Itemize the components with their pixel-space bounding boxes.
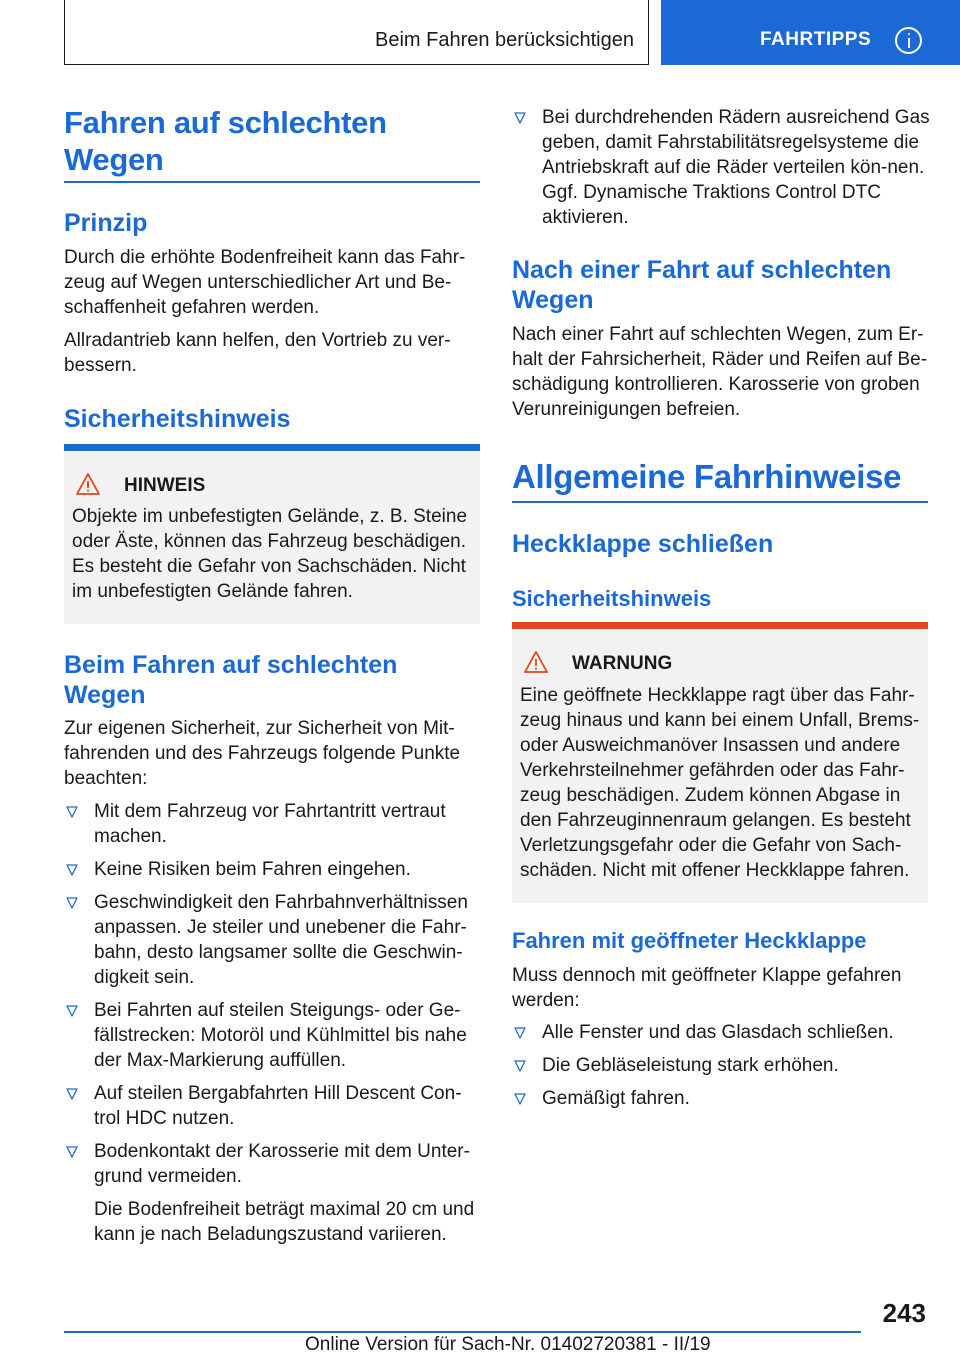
- driving-intro: Zur eigenen Sicherheit, zur Sicherheit von Mit-fahrenden und des Fahrzeugs folgende Punkte beachten:: [64, 718, 461, 789]
- page-number: 243: [882, 1298, 926, 1328]
- header-section-title: Beim Fahren berücksichtigen: [374, 29, 634, 51]
- bullet-triangle-icon: [514, 1093, 526, 1105]
- warning-bar: [512, 622, 928, 629]
- footer-rule: [64, 1331, 861, 1333]
- general-title: Allgemeine Fahrhinweise: [512, 458, 902, 495]
- footer-online-version: Online Version für Sach-Nr. 01402720381 - II/19: [305, 1334, 711, 1355]
- bullet-triangle-icon: [66, 897, 78, 909]
- general-rule: [512, 501, 928, 503]
- prinzip-heading: Prinzip: [64, 209, 148, 237]
- open-tailgate-list: [512, 1020, 930, 1119]
- list-item: Mit dem Fahrzeug vor Fahrtantritt vertraut machen.: [64, 799, 482, 849]
- bullet-triangle-icon: [514, 1060, 526, 1072]
- list-item: Bodenkontakt der Karosserie mit dem Unter-grund vermeiden. Die Bodenfreiheit beträgt maximal 20 cm und kann je nach Beladungszustand variieren.: [64, 1139, 482, 1247]
- warning-triangle-icon: [524, 650, 548, 674]
- warning-box: [512, 622, 928, 903]
- prinzip-text-1: Durch die erhöhte Bodenfreiheit kann das Fahr-zeug auf Wegen unterschiedlicher Art und Be-schaffenheit gefahren werden.: [64, 247, 466, 318]
- tailgate-heading: Heckklappe schließen: [512, 530, 774, 558]
- open-tailgate-heading: Fahren mit geöffneter Heckklappe: [512, 928, 867, 953]
- notice-label: HINWEIS: [124, 475, 206, 496]
- prinzip-text-2: Allradantrieb kann helfen, den Vortrieb zu ver-bessern.: [64, 330, 451, 376]
- title-rule: [64, 181, 480, 183]
- open-tailgate-intro: Muss dennoch mit geöffneter Klappe gefahren werden:: [512, 965, 902, 1011]
- after-text: Nach einer Fahrt auf schlechten Wegen, zum Er-halt der Fahrsicherheit, Räder und Reifen auf Be-schädigung kontrollieren. Karosserie von groben Verunreinigungen befreien.: [512, 324, 928, 420]
- bullet-triangle-icon: [514, 112, 526, 124]
- driving-list-continued: [512, 105, 930, 238]
- warning-triangle-icon: [76, 472, 100, 496]
- list-item: Bei Fahrten auf steilen Steigungs- oder Ge-fällstrecken: Motoröl und Kühlmittel bis nahe der Max-Markierung auffüllen.: [64, 998, 482, 1073]
- bullet-triangle-icon: [66, 1146, 78, 1158]
- list-item: Bei durchdrehenden Rädern ausreichend Gas geben, damit Fahrstabilitätsregelsysteme die Antriebskraft auf die Räder verteilen kön-nen. Ggf. Dynamische Traktions Control DTC aktivieren.: [512, 105, 930, 230]
- warning-label: WARNUNG: [572, 653, 673, 674]
- warning-text: Eine geöffnete Heckklappe ragt über das Fahr-zeug hinaus und kann bei einem Unfall, Brems- oder Ausweichmanöver Insassen und andere Verkehrsteilnehmer gefährden oder das Fahr-zeug beschädigen. Zudem können Abgase in den Fahrzeuginnenraum gelangen. Es besteht Verletzungsgefahr oder die Gefahr von Sach-schäden. Nicht mit offener Heckklappe fahren.: [520, 685, 920, 881]
- section-title: Fahren auf schlechten Wegen: [64, 105, 387, 177]
- notice-text: Objekte im unbefestigten Gelände, z. B. Steine oder Äste, können das Fahrzeug beschädigen. Es besteht die Gefahr von Sachschäden. Nicht im unbefestigten Gelände fahren.: [72, 506, 468, 602]
- notice-box: [64, 444, 480, 624]
- bullet-triangle-icon: [66, 864, 78, 876]
- after-heading: Nach einer Fahrt auf schlechten Wegen: [512, 256, 892, 314]
- list-item-note: Die Bodenfreiheit beträgt maximal 20 cm und kann je nach Beladungszustand variieren.: [94, 1199, 475, 1245]
- header-section-box: [64, 0, 649, 65]
- bullet-triangle-icon: [66, 1005, 78, 1017]
- driving-heading: Beim Fahren auf schlechten Wegen: [64, 651, 398, 709]
- list-item: Auf steilen Bergabfahrten Hill Descent Con-trol HDC nutzen.: [64, 1081, 482, 1131]
- list-item: Gemäßigt fahren.: [512, 1086, 930, 1111]
- bullet-triangle-icon: [514, 1027, 526, 1039]
- header-chapter-title: FAHRTIPPS: [760, 29, 872, 50]
- info-icon: [895, 27, 922, 54]
- list-item: Geschwindigkeit den Fahrbahnverhältnissen anpassen. Je steiler und unebener die Fahr-bahn, desto langsamer sollte die Geschwin-digkeit sein.: [64, 890, 482, 990]
- list-item: Keine Risiken beim Fahren eingehen.: [64, 857, 482, 882]
- list-item: Alle Fenster und das Glasdach schließen.: [512, 1020, 930, 1045]
- safety-heading: Sicherheitshinweis: [64, 405, 291, 433]
- tailgate-safety-heading: Sicherheitshinweis: [512, 586, 712, 611]
- driving-list: [64, 799, 482, 1255]
- bullet-triangle-icon: [66, 1088, 78, 1100]
- notice-bar: [64, 444, 480, 451]
- bullet-triangle-icon: [66, 806, 78, 818]
- list-item: Die Gebläseleistung stark erhöhen.: [512, 1053, 930, 1078]
